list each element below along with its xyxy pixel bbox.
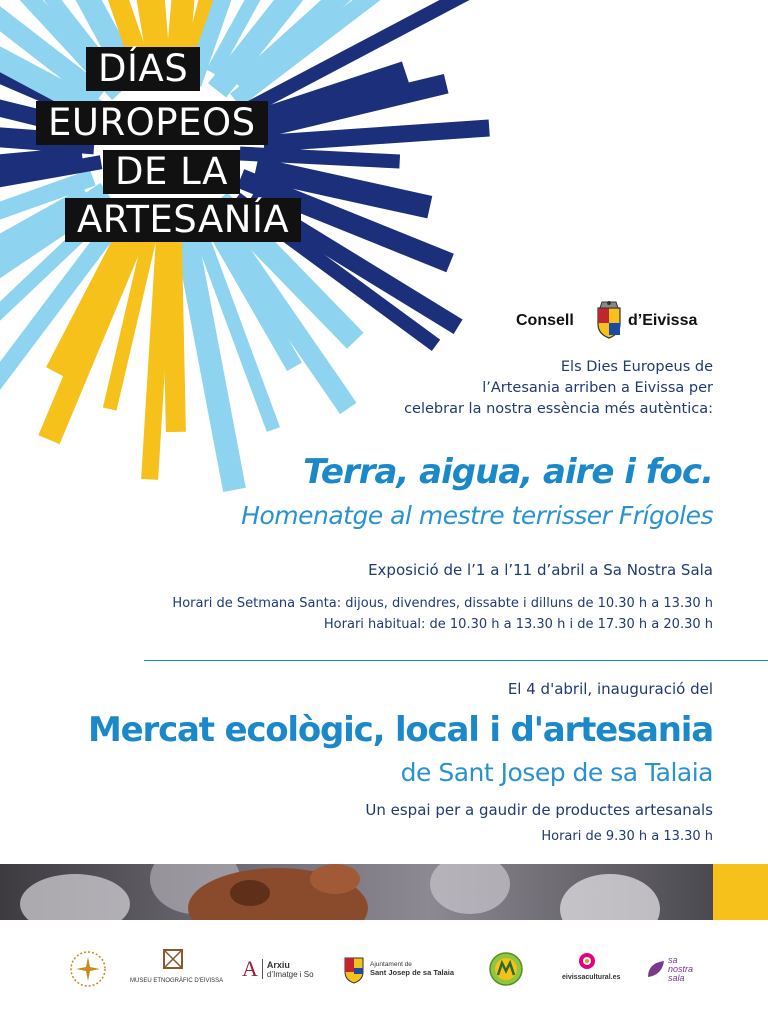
museu-etnografic-logo xyxy=(130,946,224,992)
eivissa-cultural-logo xyxy=(562,946,621,992)
pottery-photo-strip xyxy=(0,864,713,920)
eivissa-cultural-icon xyxy=(578,952,596,970)
market-intro: El 4 d'abril, inauguració del xyxy=(507,680,713,698)
market-title: Mercat ecològic, local i d'artesania xyxy=(88,710,713,750)
burst-ray xyxy=(150,238,165,480)
burst-ray xyxy=(172,220,176,432)
coat-of-arms-icon xyxy=(592,300,626,340)
section-divider xyxy=(144,660,768,661)
consell-eivissa-logo xyxy=(516,298,716,342)
artesania-emblem-icon xyxy=(68,949,108,989)
event-title-line-1: DÍAS xyxy=(86,47,200,91)
arxiu-label: Arxiu xyxy=(266,959,290,970)
eivissa-label: d’Eivissa xyxy=(628,312,698,329)
market-subtitle: de Sant Josep de sa Talaia xyxy=(400,758,713,787)
exhibition-title: Terra, aigua, aire i foc. xyxy=(303,452,713,492)
market-description: Un espai per a gaudir de productes artesanals xyxy=(365,801,713,819)
event-title-line-4: ARTESANÍA xyxy=(65,198,301,242)
intro-line: Els Dies Europeus de xyxy=(560,359,713,375)
ajuntament-sublabel: Sant Josep de sa Talaia xyxy=(370,968,455,977)
intro-line: l’Artesania arriben a Eivissa per xyxy=(482,380,713,396)
ajuntament-label: Ajuntament de xyxy=(370,961,412,968)
ajuntament-crest-icon xyxy=(342,954,366,984)
ajuntament-logo xyxy=(342,946,454,992)
intro-text xyxy=(404,357,713,420)
intro-line: celebrar la nostra essència més autèntica: xyxy=(404,401,713,417)
event-title-line-3: DE LA xyxy=(103,150,240,194)
exhibition-dates: Exposició de l’1 a l’11 d’abril a Sa Nostra Sala xyxy=(368,561,713,579)
sa-nostra-label: sa nostra sala xyxy=(668,954,694,983)
easter-hours: Horari de Setmana Santa: dijous, divendres, dissabte i dilluns de 10.30 h a 13.30 h xyxy=(172,596,713,611)
burst-ray xyxy=(264,128,489,144)
museu-label: MUSEU ETNOGRÀFIC D'EIVISSA xyxy=(130,978,224,984)
arxiu-sublabel: d’Imatge i So xyxy=(266,969,314,979)
market-logo xyxy=(488,946,524,992)
artesania-logo xyxy=(68,946,108,992)
yellow-accent-block xyxy=(713,864,768,920)
market-hours: Horari de 9.30 h a 13.30 h xyxy=(541,829,713,844)
arxiu-imatge-logo xyxy=(242,946,314,992)
event-title-line-2: EUROPEOS xyxy=(36,101,268,145)
sa-nostra-leaf-icon xyxy=(646,959,666,979)
exhibition-subtitle: Homenatge al mestre terrisser Frígoles xyxy=(241,501,713,530)
eivissa-cultural-label: eivissacultural.es xyxy=(562,974,621,981)
consell-label: Consell xyxy=(516,312,574,329)
museum-emblem-icon xyxy=(162,948,184,970)
market-emblem-icon xyxy=(488,951,524,987)
arxiu-a-icon: A xyxy=(242,956,258,981)
sa-nostra-sala-logo xyxy=(646,946,702,992)
regular-hours: Horari habitual: de 10.30 h a 13.30 h i de 17.30 h a 20.30 h xyxy=(323,617,713,632)
